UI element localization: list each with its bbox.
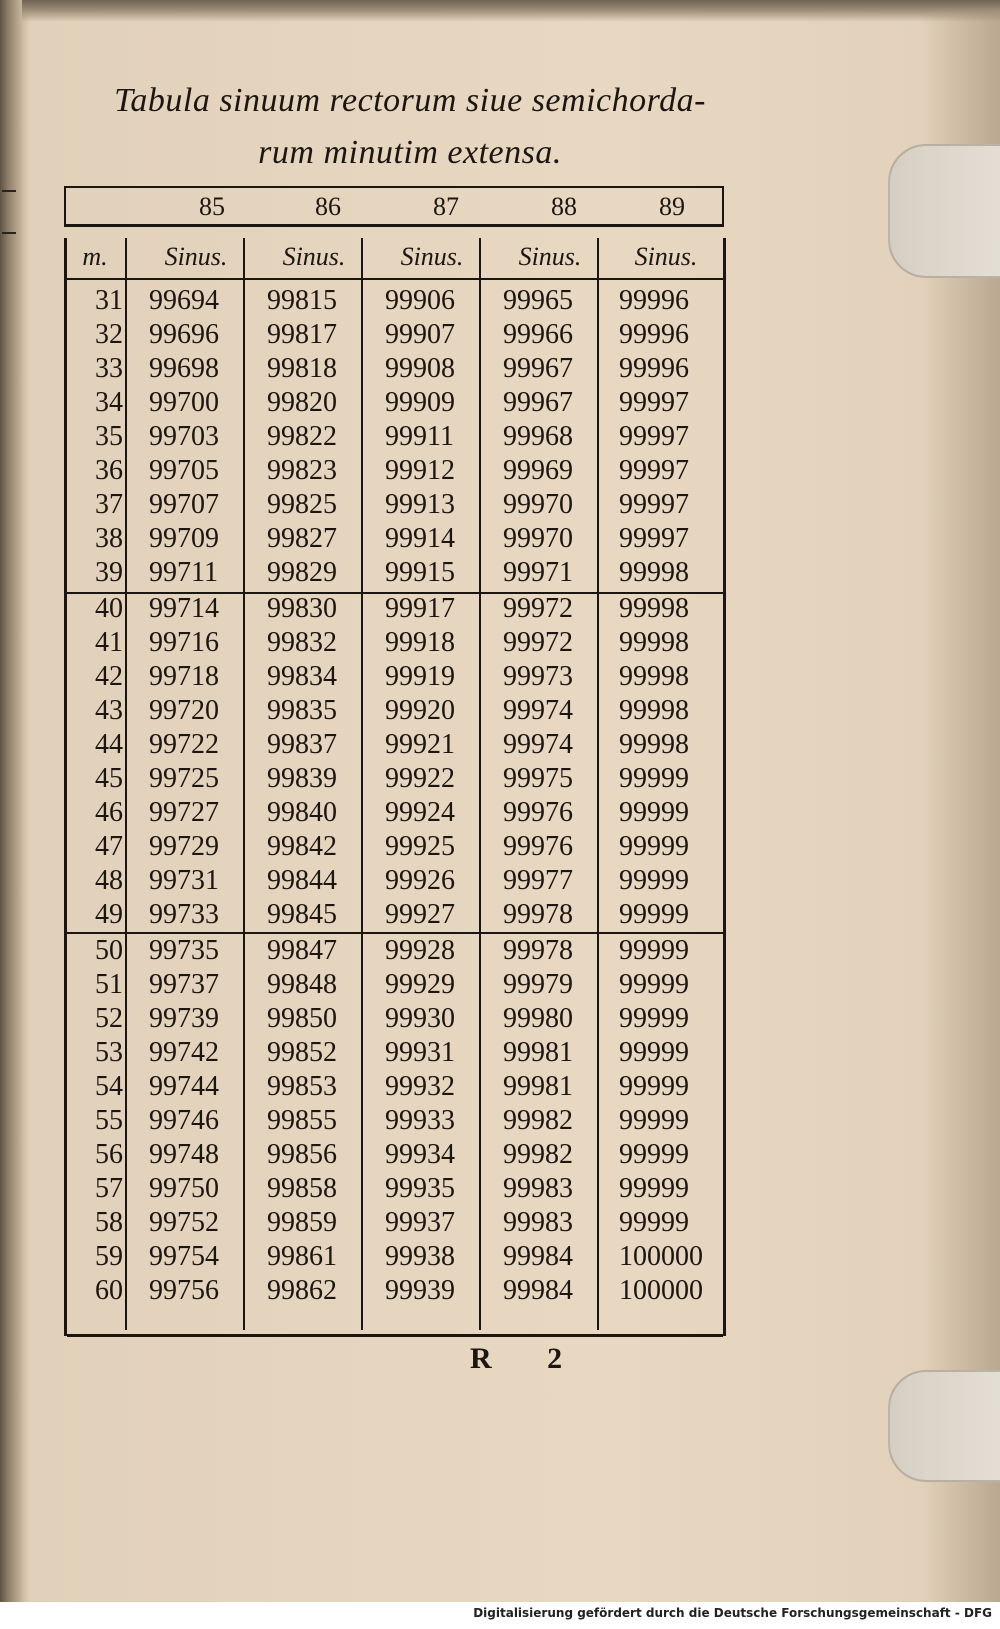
table-row [67,1104,723,1138]
sine-value-cell: 99997 [619,489,689,520]
sine-value-cell: 99914 [385,523,455,554]
sine-value-cell: 99981 [503,1037,573,1068]
sine-value-cell: 99718 [149,661,219,692]
sine-value-cell: 99978 [503,899,573,930]
sine-value-cell: 99920 [385,695,455,726]
minute-cell: 43 [95,695,123,726]
sine-value-cell: 99913 [385,489,455,520]
minute-cell: 34 [95,387,123,418]
table-row [67,522,723,556]
sine-value-cell: 99729 [149,831,219,862]
sine-value-cell: 99999 [619,969,689,1000]
sine-value-cell: 99979 [503,969,573,1000]
table-row [67,830,723,864]
sine-value-cell: 99934 [385,1139,455,1170]
sine-value-cell: 99967 [503,353,573,384]
sine-value-cell: 99912 [385,455,455,486]
minute-cell: 35 [95,421,123,452]
sine-value-cell: 99850 [267,1003,337,1034]
sine-value-cell: 99754 [149,1241,219,1272]
table-row [67,968,723,1002]
sine-value-cell: 99856 [267,1139,337,1170]
sine-value-cell: 99818 [267,353,337,384]
digitization-credit: Digitalisierung gefördert durch die Deutsche Forschungsgemeinschaft - DFG [473,1606,992,1620]
sine-value-cell: 99832 [267,627,337,658]
sine-value-cell: 99928 [385,935,455,966]
sine-value-cell: 99972 [503,627,573,658]
table-row [67,660,723,694]
sine-value-cell: 99976 [503,831,573,862]
signature-mark: R 2 [470,1342,587,1375]
minute-cell: 57 [95,1173,123,1204]
sine-value-cell: 99855 [267,1105,337,1136]
sine-value-cell: 99933 [385,1105,455,1136]
sine-value-cell: 99967 [503,387,573,418]
sine-value-cell: 99996 [619,285,689,316]
sine-value-cell: 99965 [503,285,573,316]
table-row [67,1036,723,1070]
sine-value-cell: 99919 [385,661,455,692]
sine-value-cell: 99722 [149,729,219,760]
sine-value-cell: 99907 [385,319,455,350]
sine-value-cell: 99983 [503,1207,573,1238]
sine-value-cell: 99930 [385,1003,455,1034]
sine-value-cell: 99711 [149,557,218,588]
sine-value-cell: 99700 [149,387,219,418]
sine-value-cell: 99970 [503,523,573,554]
sine-value-cell: 99822 [267,421,337,452]
table-row [67,454,723,488]
sine-value-cell: 99848 [267,969,337,1000]
sine-value-cell: 99720 [149,695,219,726]
sine-value-cell: 99696 [149,319,219,350]
sine-value-cell: 99853 [267,1071,337,1102]
degree-label: 87 [433,192,459,221]
sine-value-cell: 99861 [267,1241,337,1272]
sine-value-cell: 99731 [149,865,219,896]
sine-value-cell: 99825 [267,489,337,520]
minute-cell: 45 [95,763,123,794]
sine-value-cell: 99844 [267,865,337,896]
minute-cell: 56 [95,1139,123,1170]
sine-value-cell: 99939 [385,1275,455,1306]
sine-value-cell: 99972 [503,593,573,624]
sine-value-cell: 99750 [149,1173,219,1204]
sine-value-cell: 99845 [267,899,337,930]
sine-value-cell: 99998 [619,695,689,726]
sine-value-cell: 99922 [385,763,455,794]
sinus-header: Sinus. [400,242,464,271]
sine-value-cell: 99969 [503,455,573,486]
sine-value-cell: 99929 [385,969,455,1000]
minute-cell: 37 [95,489,123,520]
minute-cell: 50 [95,935,123,966]
sine-value-cell: 99703 [149,421,219,452]
sine-value-cell: 99997 [619,523,689,554]
table-row [67,694,723,728]
sine-value-cell: 99925 [385,831,455,862]
minute-cell: 47 [95,831,123,862]
sine-value-cell: 99918 [385,627,455,658]
page-clip [888,144,1000,278]
sine-value-cell: 99830 [267,593,337,624]
spine-mark [2,190,16,192]
sine-value-cell: 99999 [619,1207,689,1238]
sine-table [64,238,726,1336]
minute-cell: 33 [95,353,123,384]
sine-value-cell: 99976 [503,797,573,828]
sine-value-cell: 99705 [149,455,219,486]
minute-cell: 31 [95,285,123,316]
sine-value-cell: 99709 [149,523,219,554]
sine-value-cell: 99714 [149,593,219,624]
sine-value-cell: 99997 [619,455,689,486]
minute-cell: 44 [95,729,123,760]
minute-cell: 41 [95,627,123,658]
table-row [67,1240,723,1274]
sine-value-cell: 99733 [149,899,219,930]
degree-label: 88 [551,192,577,221]
table-row [67,1002,723,1036]
sine-value-cell: 99842 [267,831,337,862]
sine-value-cell: 99935 [385,1173,455,1204]
sine-value-cell: 99840 [267,797,337,828]
sine-value-cell: 99937 [385,1207,455,1238]
sine-value-cell: 99999 [619,935,689,966]
sine-value-cell: 99823 [267,455,337,486]
sine-value-cell: 99999 [619,1071,689,1102]
sine-value-cell: 99911 [385,421,454,452]
table-row [67,1206,723,1240]
sinus-header: Sinus. [282,242,346,271]
sine-value-cell: 99977 [503,865,573,896]
sine-value-cell: 99742 [149,1037,219,1068]
sine-value-cell: 99999 [619,763,689,794]
sine-value-cell: 99727 [149,797,219,828]
table-row [67,898,723,932]
sine-value-cell: 99698 [149,353,219,384]
sine-value-cell: 99966 [503,319,573,350]
table-row [67,352,723,386]
sine-value-cell: 99716 [149,627,219,658]
sine-value-cell: 99921 [385,729,455,760]
minute-cell: 59 [95,1241,123,1272]
sinus-header: Sinus. [164,242,228,271]
degree-label: 86 [315,192,341,221]
sine-value-cell: 99834 [267,661,337,692]
sine-value-cell: 100000 [619,1275,703,1306]
sine-value-cell: 99915 [385,557,455,588]
sine-value-cell: 99999 [619,1139,689,1170]
sine-value-cell: 99982 [503,1139,573,1170]
sine-value-cell: 99847 [267,935,337,966]
sine-value-cell: 99938 [385,1241,455,1272]
degree-label: 89 [659,192,685,221]
sine-value-cell: 99983 [503,1173,573,1204]
sinus-header: Sinus. [634,242,698,271]
table-row [67,488,723,522]
table-row [67,626,723,660]
sine-value-cell: 99998 [619,627,689,658]
table-row [67,386,723,420]
sine-value-cell: 99999 [619,797,689,828]
sine-value-cell: 99748 [149,1139,219,1170]
degree-label: 85 [199,192,225,221]
sine-value-cell: 99999 [619,899,689,930]
sinus-header: Sinus. [518,242,582,271]
minute-cell: 51 [95,969,123,1000]
sine-value-cell: 99973 [503,661,573,692]
sine-value-cell: 99980 [503,1003,573,1034]
sine-value-cell: 99984 [503,1275,573,1306]
sine-value-cell: 99756 [149,1275,219,1306]
page-clip [888,1370,1000,1482]
sine-value-cell: 99835 [267,695,337,726]
table-row [67,1274,723,1308]
table-row [67,284,723,318]
sine-value-cell: 99982 [503,1105,573,1136]
sine-value-cell: 99968 [503,421,573,452]
sine-value-cell: 99970 [503,489,573,520]
sine-value-cell: 99752 [149,1207,219,1238]
table-row [67,796,723,830]
sine-value-cell: 99725 [149,763,219,794]
sine-value-cell: 99926 [385,865,455,896]
sine-value-cell: 99746 [149,1105,219,1136]
minute-cell: 40 [95,593,123,624]
sine-value-cell: 99735 [149,935,219,966]
minute-cell: 38 [95,523,123,554]
table-row [67,420,723,454]
sine-value-cell: 99999 [619,1173,689,1204]
minute-cell: 36 [95,455,123,486]
sine-value-cell: 99908 [385,353,455,384]
sine-value-cell: 99917 [385,593,455,624]
table-row [67,556,723,590]
sine-value-cell: 99998 [619,557,689,588]
sine-value-cell: 99981 [503,1071,573,1102]
minute-cell: 54 [95,1071,123,1102]
sine-value-cell: 99744 [149,1071,219,1102]
sine-value-cell: 99931 [385,1037,455,1068]
sine-value-cell: 99817 [267,319,337,350]
sine-value-cell: 99932 [385,1071,455,1102]
table-row [67,318,723,352]
minute-cell: 39 [95,557,123,588]
table-row [67,1172,723,1206]
sine-value-cell: 99999 [619,1003,689,1034]
table-title-line-2: rum minutim extensa. [258,134,562,171]
table-row [67,728,723,762]
table-row [67,934,723,968]
sine-value-cell: 99996 [619,353,689,384]
sine-value-cell: 99975 [503,763,573,794]
minute-cell: 53 [95,1037,123,1068]
sine-value-cell: 99997 [619,421,689,452]
sine-value-cell: 99739 [149,1003,219,1034]
sine-value-cell: 99924 [385,797,455,828]
sine-value-cell: 99996 [619,319,689,350]
minute-cell: 52 [95,1003,123,1034]
sine-value-cell: 99974 [503,695,573,726]
sine-value-cell: 99974 [503,729,573,760]
table-row [67,1070,723,1104]
sine-value-cell: 99820 [267,387,337,418]
minute-cell: 42 [95,661,123,692]
minute-cell: 60 [95,1275,123,1306]
sine-value-cell: 99829 [267,557,337,588]
sine-value-cell: 99906 [385,285,455,316]
sine-value-cell: 100000 [619,1241,703,1272]
minute-cell: 55 [95,1105,123,1136]
book-spine [0,0,22,1602]
table-row [67,762,723,796]
spine-mark [2,232,16,234]
minute-cell: 49 [95,899,123,930]
sine-value-cell: 99999 [619,1105,689,1136]
sine-value-cell: 99859 [267,1207,337,1238]
table-row [67,864,723,898]
page-top-edge [0,0,1000,22]
minute-cell: 58 [95,1207,123,1238]
sine-value-cell: 99815 [267,285,337,316]
sine-value-cell: 99998 [619,729,689,760]
sine-value-cell: 99997 [619,387,689,418]
sine-value-cell: 99837 [267,729,337,760]
sine-value-cell: 99999 [619,865,689,896]
column-header-row [67,238,723,280]
sine-value-cell: 99927 [385,899,455,930]
table-row [67,1138,723,1172]
sine-value-cell: 99827 [267,523,337,554]
minute-cell: 32 [95,319,123,350]
sine-value-cell: 99858 [267,1173,337,1204]
table-row [67,592,723,626]
sine-value-cell: 99707 [149,489,219,520]
minute-cell: 46 [95,797,123,828]
sine-value-cell: 99839 [267,763,337,794]
table-title-line-1: Tabula sinuum rectorum siue semichorda- [114,82,706,119]
sine-value-cell: 99971 [503,557,573,588]
sine-value-cell: 99694 [149,285,219,316]
sine-value-cell: 99909 [385,387,455,418]
minute-cell: 48 [95,865,123,896]
degree-header-row [64,186,724,227]
sine-value-cell: 99999 [619,1037,689,1068]
sine-value-cell: 99998 [619,593,689,624]
sine-value-cell: 99984 [503,1241,573,1272]
table-bottom-rule [67,1334,723,1337]
sine-value-cell: 99999 [619,831,689,862]
sine-value-cell: 99978 [503,935,573,966]
sine-value-cell: 99998 [619,661,689,692]
sine-value-cell: 99852 [267,1037,337,1068]
sine-value-cell: 99737 [149,969,219,1000]
minute-header: m. [82,242,108,271]
sine-value-cell: 99862 [267,1275,337,1306]
